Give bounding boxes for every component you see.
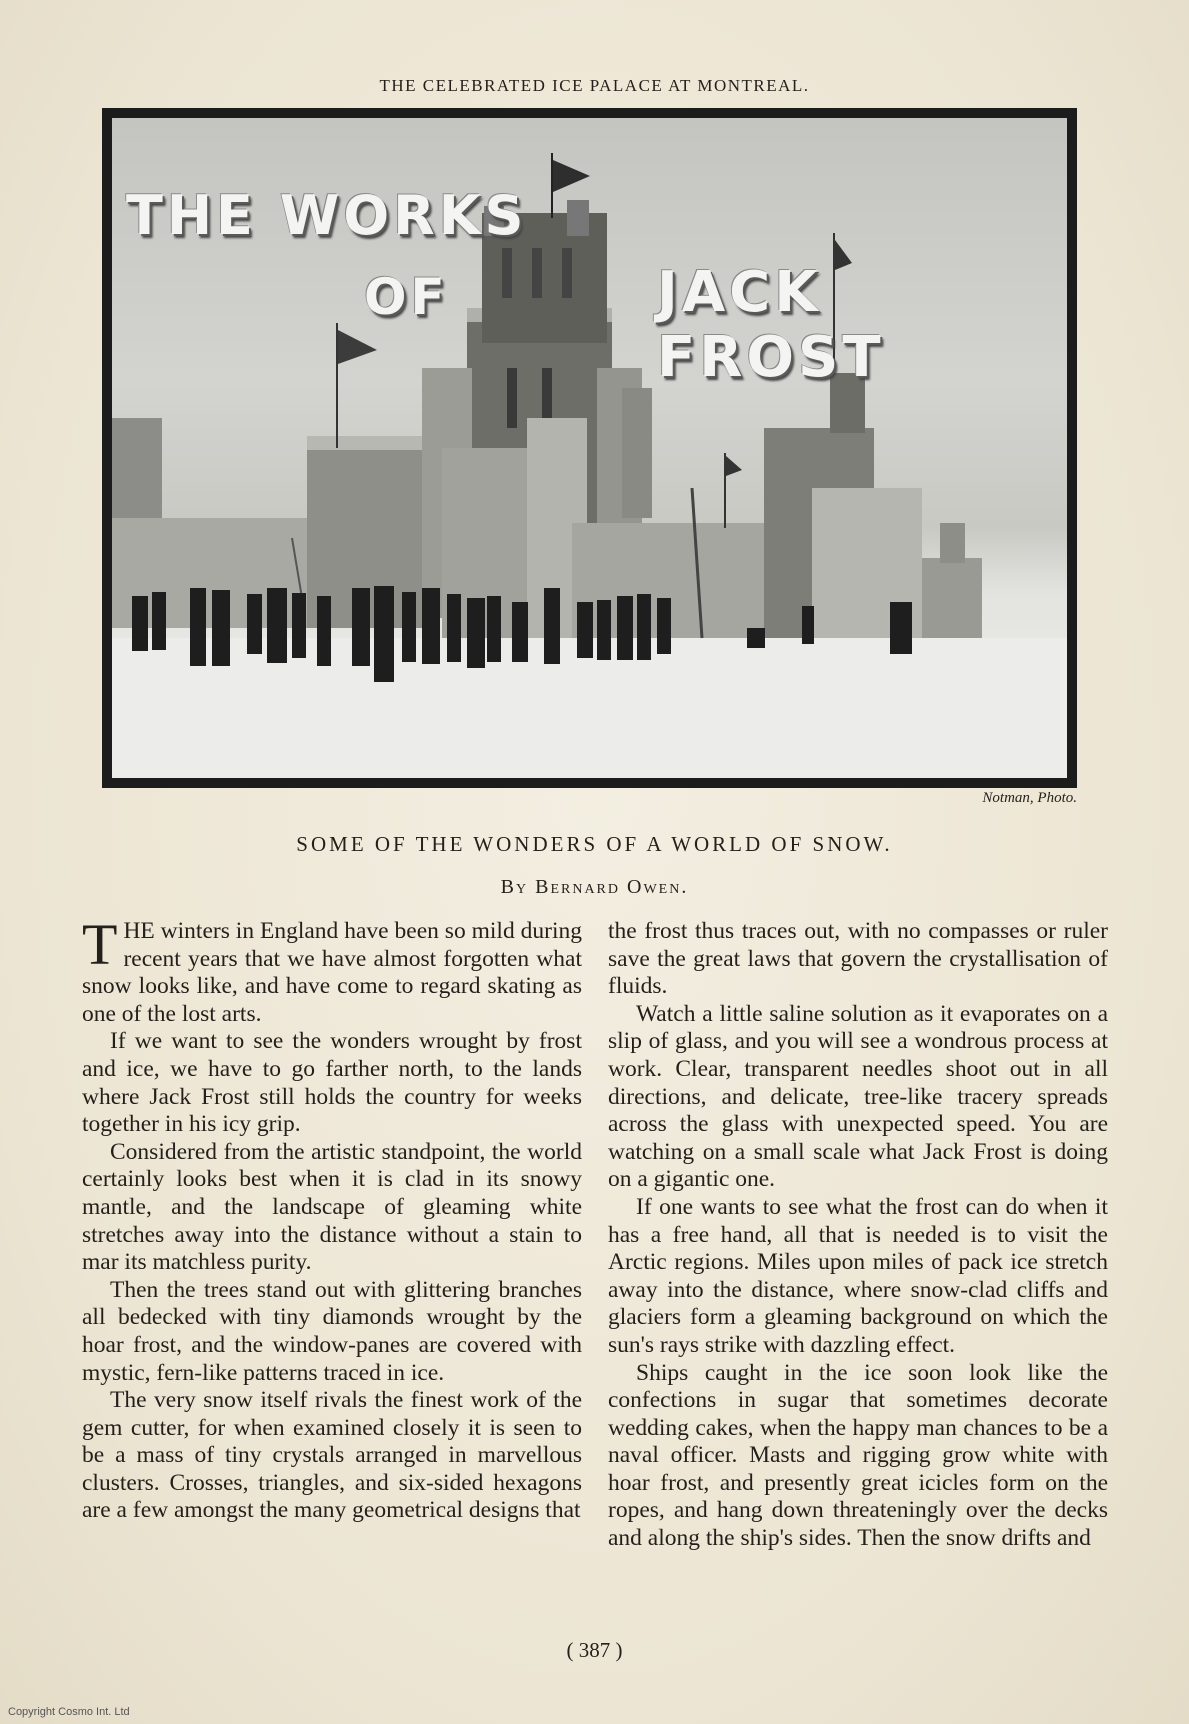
paragraph: If one wants to see what the frost can do when it has a free hand, all that is needed is to visit the Arctic regions. Miles upon miles of pack ice stretch away into the distance, where snow-clad cliffs and glaciers form a gleaming background on which the sun's rays strike with dazzling effect.: [608, 1193, 1108, 1358]
paragraph: Watch a little saline solution as it evaporates on a slip of glass, and you will see a wondrous process at work. Clear, transparent needles shoot out in all directions, and delicate, tree-like tracery spreads across the glass with unexpected speed. You are watching on a small scale what Jack Frost is doing on a gigantic one.: [608, 1000, 1108, 1193]
paragraph: The very snow itself rivals the finest work of the gem cutter, for when examined closely it is seen to be a mass of tiny crystals arranged in marvellous clusters. Crosses, triangles, and six-sided hexagons are a few amongst the many geometrical designs that: [82, 1387, 582, 1524]
left-column: [82, 912, 582, 1525]
ice-palace-photo: [102, 108, 1077, 788]
paragraph: the frost thus traces out, with no compasses or ruler save the great laws that govern the crystallisation of fluids.: [608, 918, 1108, 1000]
photo-image: [112, 118, 1067, 778]
article-subtitle: SOME OF THE WONDERS OF A WORLD OF SNOW.: [296, 832, 893, 856]
right-column: [608, 918, 1108, 1553]
paragraph: THE winters in England have been so mild during recent years that we have almost forgotten what snow looks like, and have come to regard skating as one of the lost arts.: [82, 912, 582, 1027]
paragraph: Ships caught in the ice soon look like the confections in sugar that sometimes decorate wedding cakes, when the happy man chances to be a naval officer. Masts and rigging grow white with hoar frost, and presently great icicles form on the ropes, and hang down threateningly over the decks and along the ship's sides. Then the snow drifts and: [608, 1359, 1108, 1552]
paragraph: If we want to see the wonders wrought by frost and ice, we have to go farther north, to the lands where Jack Frost still holds the country for weeks together in his icy grip.: [82, 1028, 582, 1138]
article-byline: By Bernard Owen.: [500, 876, 689, 898]
copyright-notice: Copyright Cosmo Int. Ltd: [8, 1706, 130, 1718]
title-art-line3: JACK FROST: [657, 260, 885, 390]
title-art-line1: THE WORKS: [126, 184, 528, 247]
paragraph: Then the trees stand out with glittering branches all bedecked with tiny diamonds wrought by the hoar frost, and the window-panes are covered with mystic, fern-like patterns traced in ice.: [82, 1276, 582, 1386]
page-number: ( 387 ): [566, 1638, 623, 1662]
paragraph: Considered from the artistic standpoint, the world certainly looks best when it is clad in its snowy mantle, and the landscape of gleaming white stretches away into the distance without a stain to mar its matchless purity.: [82, 1138, 582, 1276]
title-art-line2: OF: [364, 268, 449, 326]
photo-credit: Notman, Photo.: [982, 790, 1077, 806]
drop-cap: T: [82, 912, 118, 977]
running-head: THE CELEBRATED ICE PALACE AT MONTREAL.: [379, 76, 810, 95]
